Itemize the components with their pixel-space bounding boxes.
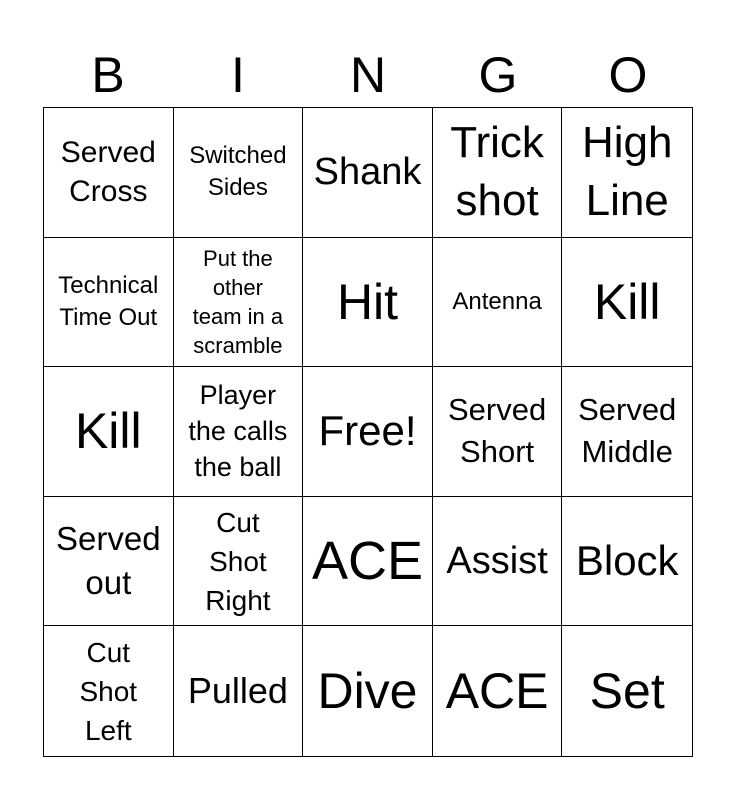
cell-label: ACE [311, 531, 424, 592]
header-letter-g: G [478, 47, 518, 103]
cell-label: Player the calls the ball [188, 380, 288, 483]
bingo-cell-r4c3[interactable] [303, 497, 433, 627]
cell-label: Hit [336, 273, 399, 330]
header-letter-b: B [91, 47, 125, 103]
bingo-cell-r5c5[interactable] [562, 626, 692, 756]
cell-label: Served Short [447, 392, 547, 470]
bingo-cell-r3c4[interactable] [433, 367, 563, 497]
bingo-cell-r2c2[interactable] [174, 238, 304, 368]
bingo-cell-r3c1[interactable] [44, 367, 174, 497]
bingo-cell-r5c1[interactable] [44, 626, 174, 756]
bingo-cell-r5c3[interactable] [303, 626, 433, 756]
cell-label: ACE [445, 663, 549, 720]
bingo-cell-r1c3[interactable] [303, 108, 433, 238]
bingo-cell-r2c4[interactable] [433, 238, 563, 368]
cell-label: Assist [446, 540, 548, 583]
cell-label: Set [589, 663, 665, 720]
cell-label: Served Cross [60, 136, 156, 209]
cell-label: Antenna [452, 287, 542, 315]
cell-label: Cut Shot Left [79, 636, 138, 746]
bingo-cell-r2c3[interactable] [303, 238, 433, 368]
cell-label: Put the other team in a scramble [192, 245, 284, 358]
bingo-cell-r4c2[interactable] [174, 497, 304, 627]
bingo-cell-r2c1[interactable] [44, 238, 174, 368]
bingo-cell-r5c2[interactable] [174, 626, 304, 756]
bingo-cell-r4c5[interactable] [562, 497, 692, 627]
bingo-cell-r5c4[interactable] [433, 626, 563, 756]
bingo-cell-r4c4[interactable] [433, 497, 563, 627]
cell-label: Technical Time Out [58, 271, 159, 331]
bingo-cell-r2c5[interactable] [562, 238, 692, 368]
cell-label: Cut Shot Right [205, 506, 271, 616]
cell-label: Shank [313, 151, 422, 194]
free-space-label: Free! [318, 407, 417, 455]
header-letter-o: O [608, 47, 648, 103]
cell-label: Kill [74, 403, 142, 460]
cell-label: Served Middle [578, 392, 677, 470]
cell-label: Pulled [187, 670, 288, 712]
bingo-cell-r3c3[interactable] [303, 367, 433, 497]
cell-label: Block [575, 537, 679, 585]
cell-label: High Line [581, 118, 673, 226]
bingo-cell-r4c1[interactable] [44, 497, 174, 627]
bingo-cell-r3c2[interactable] [174, 367, 304, 497]
bingo-cell-r1c1[interactable] [44, 108, 174, 238]
header-letter-i: I [231, 47, 245, 103]
cell-label: Dive [317, 663, 418, 720]
bingo-cell-r1c2[interactable] [174, 108, 304, 238]
cell-label: Switched Sides [189, 142, 287, 202]
bingo-header [43, 42, 693, 108]
bingo-cell-r3c5[interactable] [562, 367, 692, 497]
bingo-cell-r1c5[interactable] [562, 108, 692, 238]
header-letter-n: N [349, 47, 387, 103]
bingo-board [43, 107, 693, 757]
cell-label: Kill [593, 273, 661, 330]
cell-label: Served out [56, 520, 161, 602]
bingo-cell-r1c4[interactable] [433, 108, 563, 238]
cell-label: Trick shot [450, 118, 544, 226]
